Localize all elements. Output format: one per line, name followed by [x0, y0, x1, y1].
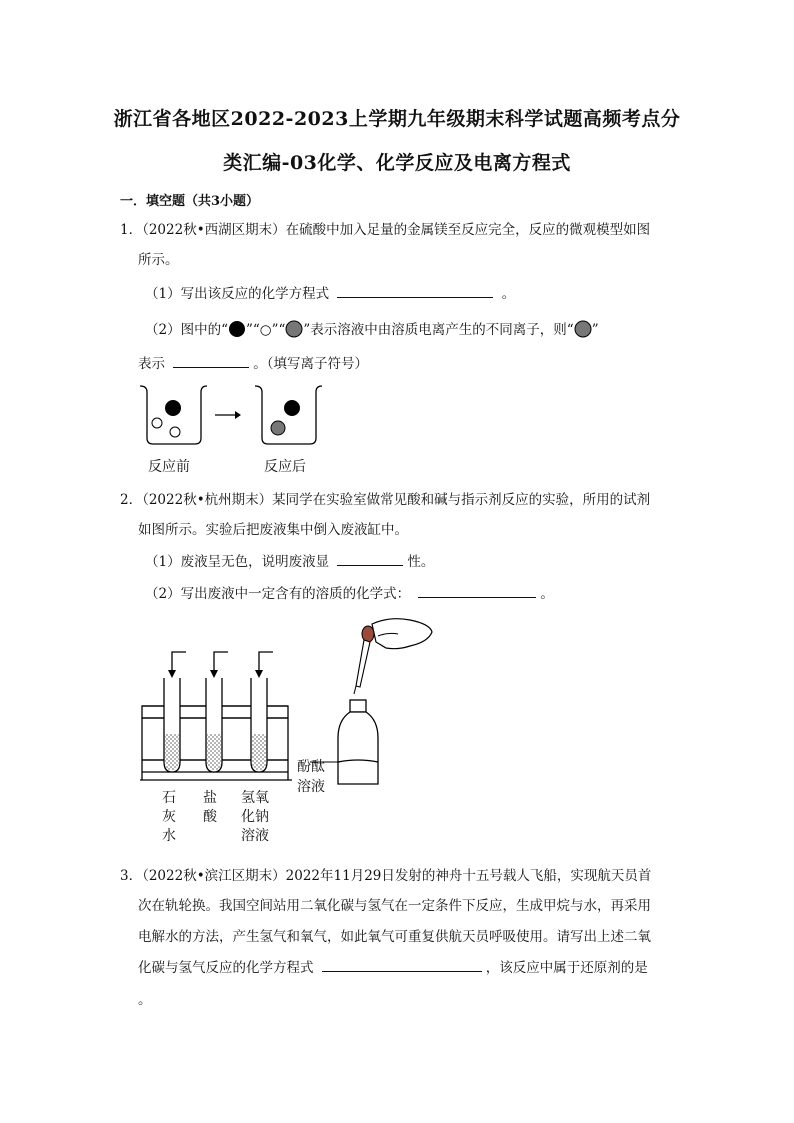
beaker-figure [135, 380, 335, 450]
phenolphthalein-bottle [338, 700, 378, 784]
tube2-label [203, 789, 221, 827]
gray-ion-icon [285, 320, 303, 338]
q1-sub1 [145, 282, 515, 302]
q1-sub2-d: ” [591, 322, 599, 338]
q1-answer-blank-2[interactable] [173, 353, 249, 368]
bottle-label-line2: 溶液 [297, 779, 325, 795]
q1-sub2-b: ”“○”“ [246, 322, 286, 338]
beaker-after [255, 386, 322, 444]
tube1-label-char: 灰 [162, 809, 176, 825]
q1-sub2 [145, 318, 599, 338]
q3-line3: 电解水的方法，产生氢气和氧气，如此氧气可重复供航天员呼吸使用。请写出上述二氧 [138, 929, 651, 945]
q1-answer-blank-1[interactable] [337, 283, 493, 298]
tube3-label-line: 溶液 [241, 828, 269, 844]
q2-sub1-b: 性。 [407, 554, 435, 570]
q3-answer-blank-1[interactable] [322, 957, 482, 972]
q2-answer-blank-2[interactable] [418, 583, 536, 598]
bottle-label [297, 757, 325, 797]
page-title-line1: 浙江省各地区2022-2023上学期九年级期末科学试题高频考点分 [113, 108, 681, 130]
q1-sub2-c: ”表示溶液中由溶质电离产生的不同离子，则“ [303, 322, 574, 338]
q1-line2: 所示。 [138, 252, 179, 268]
tube3-label-line: 化钠 [241, 809, 269, 825]
q3-line2: 次在轨轮换。我国空间站用二氧化碳与氢气在一定条件下反应，生成甲烷与水，再采用 [138, 898, 651, 914]
test-tube-limewater [164, 678, 180, 772]
section-heading: 一．填空题（共3小题） [120, 194, 260, 209]
tube3-label [241, 789, 275, 846]
arrow-down-icon [172, 652, 273, 672]
tube1-label-char: 水 [162, 828, 176, 844]
q1-sub2-line2 [138, 352, 368, 372]
page-title-line2: 类汇编-03化学、化学反应及电离方程式 [223, 152, 571, 174]
test-tube-hcl [206, 678, 222, 772]
q2-sub1-a: （1）废液呈无色，说明废液显 [145, 554, 330, 570]
q3-line4-a: 化碳与氢气反应的化学方程式 [138, 960, 314, 976]
q2-line2: 如图所示。实验后把废液集中倒入废液缸中。 [138, 522, 408, 538]
label-before: 反应前 [148, 459, 190, 475]
black-ion-icon [228, 320, 246, 338]
beaker-before [140, 386, 207, 444]
tube2-label-char: 酸 [203, 809, 217, 825]
q3-line5: 。 [138, 992, 152, 1008]
q2-sub2 [145, 582, 554, 602]
q1-sub1-text: （1）写出该反应的化学方程式 [145, 286, 330, 302]
q2-line1: 2．（2022秋•杭州期末）某同学在实验室做常见酸和碱与指示剂反应的实验，所用的试剂 [120, 492, 651, 508]
q1-line1: 1．（2022秋•西湖区期末）在硫酸中加入足量的金属镁至反应完全，反应的微观模型如图 [120, 222, 651, 238]
tube1-label-char: 石 [162, 790, 176, 806]
tube3-label-line: 氢氧 [241, 790, 269, 806]
q1-sub2-line2-b: 。（填写离子符号） [253, 356, 369, 372]
arrow-right-icon [215, 411, 241, 419]
q2-sub2-a: （2）写出废液中一定含有的溶质的化学式： [145, 586, 411, 602]
q1-sub2-line2-a: 表示 [138, 356, 165, 372]
q2-answer-blank-1[interactable] [337, 551, 403, 566]
gray-ion-icon [574, 320, 592, 338]
dropper-hand-icon [354, 619, 432, 694]
q3-line4-b: ，该反应中属于还原剂的是 [485, 960, 648, 976]
tube2-label-char: 盐 [203, 790, 217, 806]
q2-sub2-b: 。 [540, 586, 554, 602]
label-after: 反应后 [264, 459, 306, 475]
tube1-label [162, 789, 180, 846]
bottle-label-line1: 酚酞 [297, 759, 325, 775]
q1-sub1-end: 。 [501, 286, 516, 302]
q3-line4 [138, 956, 648, 976]
q3-line1: 3．（2022秋•滨江区期末）2022年11月29日发射的神舟十五号载人飞船，实现航天员首 [120, 868, 652, 884]
q1-sub2-a: （2）图中的“ [145, 322, 228, 338]
q2-sub1 [145, 550, 434, 570]
reagent-figure [140, 612, 440, 787]
test-tube-naoh [251, 678, 267, 772]
